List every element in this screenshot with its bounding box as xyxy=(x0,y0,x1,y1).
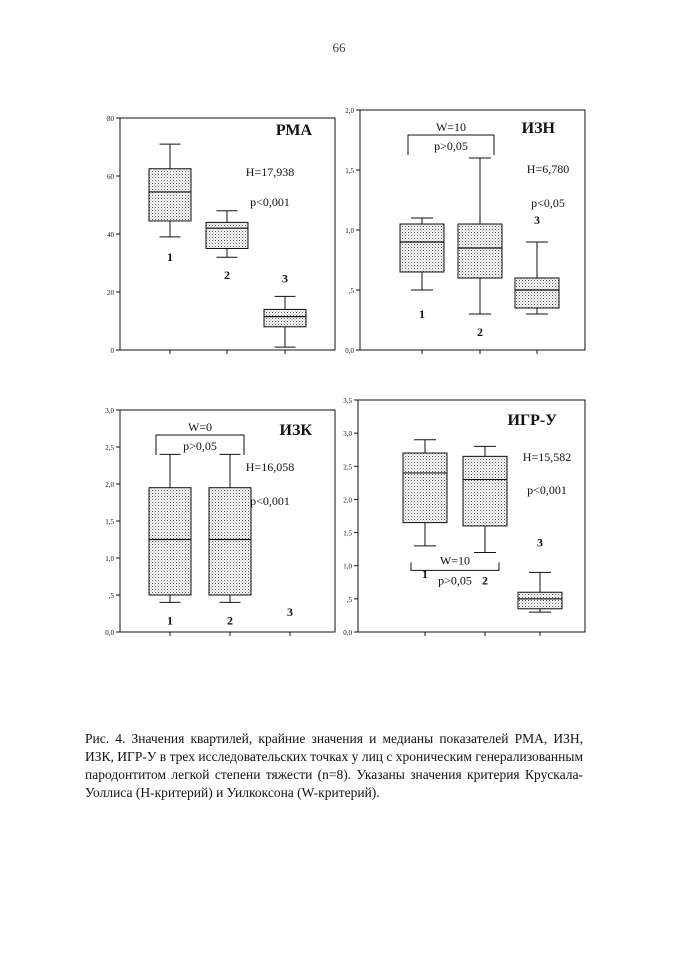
chart-title: РМА xyxy=(275,122,312,139)
box-iqr xyxy=(400,224,444,272)
wilcoxon-p: p>0,05 xyxy=(434,139,468,153)
y-tick-label: 3,0 xyxy=(343,430,352,439)
wilcoxon-p: p>0,05 xyxy=(183,439,217,453)
chart-izn xyxy=(330,100,590,355)
figure-caption: Рис. 4. Значения квартилей, крайние значения и медианы показателей РМА, ИЗН, ИЗК, ИГР-У в трех исследовательских точках у лиц с хроническим генерализованным пародонтитом легкой степени тяжести (n=8). Указаны значения критерия Крускала-Уоллиса (Н-критерий) и Уилкоксона (W-критерий). xyxy=(85,731,583,800)
y-tick-label: 0,0 xyxy=(343,629,352,637)
chart-title: ИГР-У xyxy=(507,412,557,429)
kruskal-p-value: p<0,05 xyxy=(531,196,565,210)
y-tick-label: 20 xyxy=(107,289,114,297)
y-tick-label: 2,5 xyxy=(343,463,352,472)
y-tick-label: 0 xyxy=(110,347,114,355)
y-tick-label: 0,0 xyxy=(105,629,114,637)
group-label: 1 xyxy=(167,613,173,628)
box-iqr xyxy=(149,488,191,595)
box-iqr xyxy=(264,309,306,326)
group-label: 1 xyxy=(419,307,425,321)
group-label: 2 xyxy=(227,613,233,628)
y-tick-label: 2,0 xyxy=(345,107,354,115)
y-tick-label: 1,0 xyxy=(105,555,114,563)
kruskal-p-value: p<0,001 xyxy=(250,494,290,508)
y-tick-label: 1,0 xyxy=(343,562,352,571)
group-label: 3 xyxy=(534,213,540,227)
y-tick-label: 1,5 xyxy=(105,518,114,526)
box-iqr xyxy=(209,488,251,595)
box-iqr xyxy=(515,278,559,308)
kruskal-p-value: p<0,001 xyxy=(527,483,567,497)
group-label: 3 xyxy=(287,605,293,619)
box-iqr xyxy=(206,222,248,248)
y-tick-label: 1,0 xyxy=(345,227,354,235)
page-number: 66 xyxy=(332,40,346,55)
y-tick-label: 1,5 xyxy=(345,167,354,175)
box-iqr xyxy=(149,169,191,221)
y-tick-label: ,5 xyxy=(346,595,352,604)
box-iqr xyxy=(518,592,562,609)
y-tick-label: 0,0 xyxy=(345,347,354,355)
box-iqr xyxy=(463,456,507,526)
kruskal-h-stat: H=17,938 xyxy=(245,165,295,179)
chart-rma xyxy=(80,108,340,355)
wilcoxon-w: W=10 xyxy=(439,553,471,568)
kruskal-p-value: p<0,001 xyxy=(250,195,290,209)
group-label: 1 xyxy=(422,566,428,581)
group-label: 2 xyxy=(224,268,230,283)
y-tick-label: 2,0 xyxy=(343,496,352,505)
chart-title: ИЗК xyxy=(279,422,312,439)
y-tick-label: 40 xyxy=(107,231,114,239)
y-tick-label: ,5 xyxy=(348,287,354,295)
wilcoxon-p: p>0,05 xyxy=(438,573,472,588)
wilcoxon-w: W=10 xyxy=(435,120,467,134)
y-tick-label: 3,5 xyxy=(343,397,352,405)
kruskal-h-stat: H=16,058 xyxy=(245,460,295,474)
y-tick-label: 1,5 xyxy=(343,529,352,538)
y-tick-label: 2,0 xyxy=(105,481,114,489)
group-label: 2 xyxy=(482,573,488,588)
group-label: 3 xyxy=(282,271,288,286)
kruskal-h-stat: H=6,780 xyxy=(526,162,570,176)
group-label: 2 xyxy=(477,325,483,339)
chart-title: ИЗН xyxy=(521,120,555,137)
y-tick-label: 2,5 xyxy=(105,444,114,452)
box-iqr xyxy=(458,224,502,278)
y-tick-label: 60 xyxy=(107,173,114,181)
y-tick-label: 3,0 xyxy=(105,407,114,415)
y-tick-label: ,5 xyxy=(108,592,114,600)
box-iqr xyxy=(403,453,447,523)
wilcoxon-w: W=0 xyxy=(187,420,213,434)
chart-izk xyxy=(80,400,340,640)
group-label: 3 xyxy=(537,535,543,550)
group-label: 1 xyxy=(167,249,173,264)
kruskal-h-stat: H=15,582 xyxy=(522,450,572,464)
y-tick-label: 80 xyxy=(107,115,114,123)
chart-igr xyxy=(330,390,590,640)
